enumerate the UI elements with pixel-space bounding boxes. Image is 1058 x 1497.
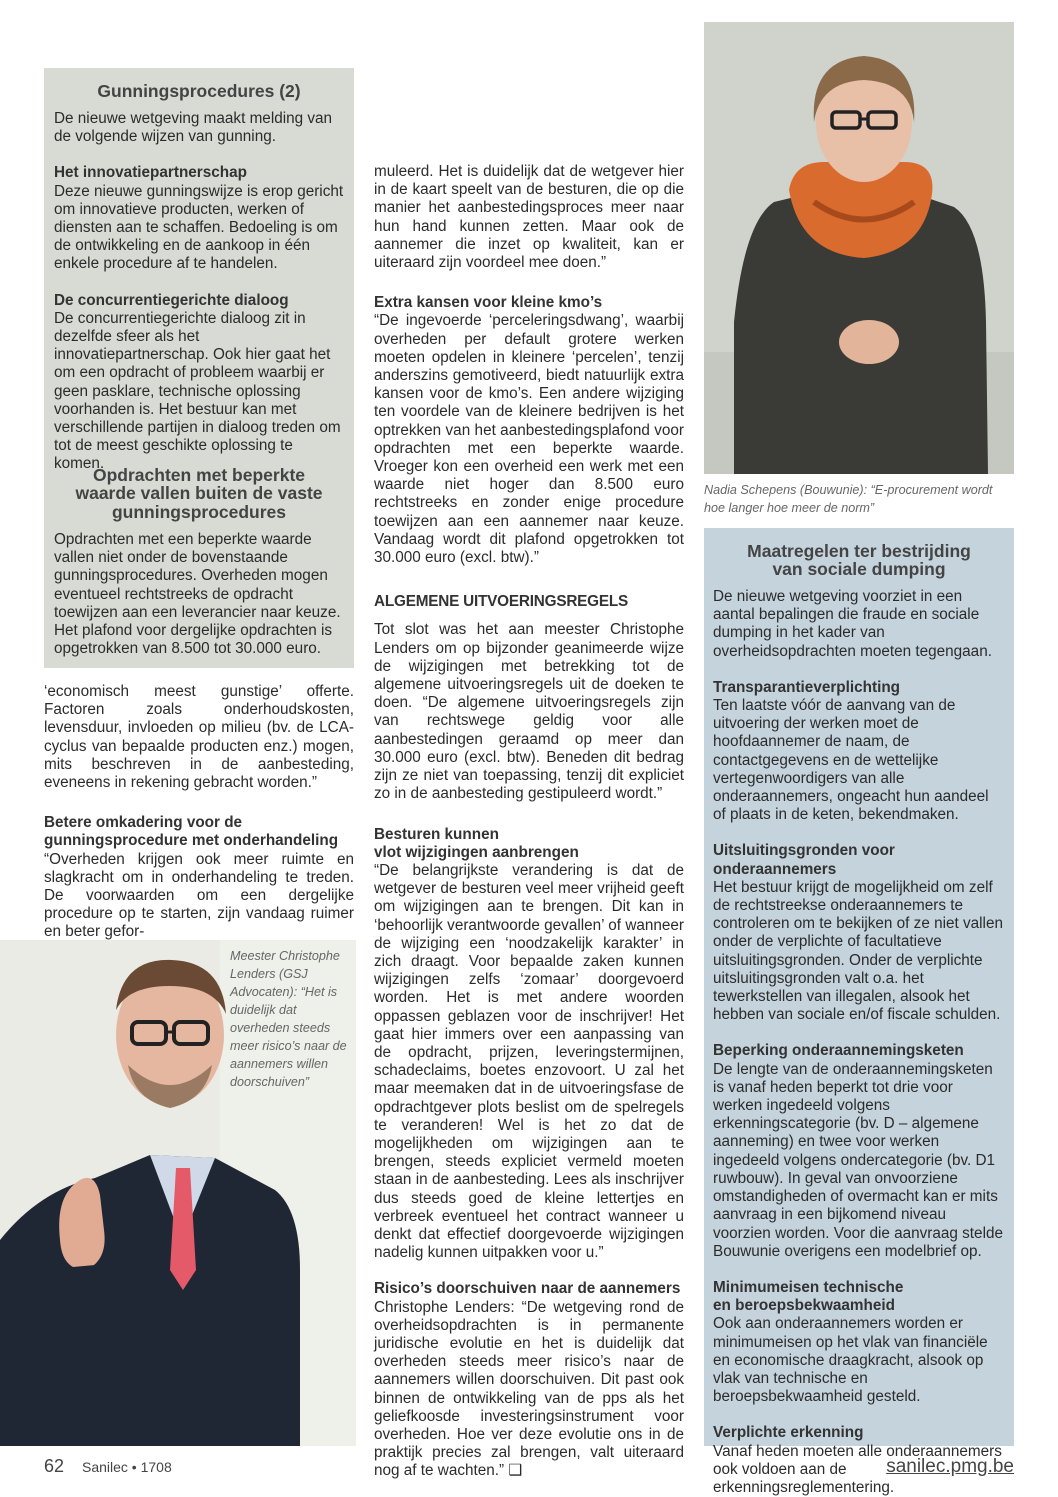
uitsluitingsgronden-heading: Uitsluitingsgronden voor onderaannemers xyxy=(713,842,895,878)
gunning-intro: De nieuwe wetgeving maakt melding van de volgende wijzen van gunning. xyxy=(54,110,333,146)
minimumeisen-heading-line1: Minimumeisen technische xyxy=(713,1278,904,1296)
col1-continued-text: ‘economisch meest gunstige’ offerte. Factoren zoals onderhoudskosten, levensduur, invloeden op milieu (bv. de LCA-cyclus van bepaalde producten enz.) mogen, mits beschreven in de aanbesteding, eveneens in rekening gebracht worden.” xyxy=(44,683,354,792)
sociale-dumping-title: Maatregelen ter bestrijding van sociale dumping xyxy=(747,541,971,580)
risicos-heading: Risico’s doorschuiven naar de aannemers xyxy=(374,1280,681,1298)
uitsluitingsgronden-text: Het bestuur krijgt de mogelijkheid om zelf de rechtstreekse onderaannemers te controleren om te bekijken of ze niet vallen onder de verplichte of facultatieve uitsluitingsgronden. Onder de verplichte uitsluitingsgronden valt o.a. het tewerkstellen van illegalen, alsook het hebben van sociale en/of fiscale schulden. xyxy=(713,878,1003,1024)
erkenning-heading: Verplichte erkenning xyxy=(713,1424,864,1442)
besturen-heading-line2: vlot wijzigingen aanbrengen xyxy=(374,843,579,861)
gunning-subhead-innovatie: Het innovatiepartnerschap xyxy=(54,164,247,182)
omkadering-text: “Overheden krijgen ook meer ruimte en slagkracht om in onderhandeling te treden. De voorwaarden om een dergelijke procedure op te starten, zijn vandaag ruimer en beter gefor- xyxy=(44,850,354,941)
besturen-heading-line1: Besturen kunnen xyxy=(374,825,499,843)
uitvoeringsregels-heading: ALGEMENE UITVOERINGSREGELS xyxy=(374,593,629,611)
onderaanneming-text: De lengte van de onderaannemingsketen is vanaf heden beperkt tot drie voor werken ingedeeld volgens erkenningscategorie (bv. D – algemene aanneming) en twee voor werken ingedeeld volgens ondercategorie (bv. D1 ruwbouw). In geval van onvoorziene omstandigheden of overmacht kan er mits aanvraag in een bijkomend niveau voorzien worden. Voor die aanvraag stelde Bouwunie overigens een modelbrief op. xyxy=(713,1060,1003,1260)
kmo-heading: Extra kansen voor kleine kmo’s xyxy=(374,294,603,312)
schepens-illustration xyxy=(704,22,1014,474)
website-link[interactable]: sanilec.pmg.be xyxy=(886,1456,1014,1477)
page-footer xyxy=(44,1456,1014,1482)
beperkte-waarde-text: Opdrachten met een beperkte waarde vallen niet onder de bovenstaande gunningsprocedures. Overheden mogen eventueel rechtstreeks de opdracht toewijzen aan een leverancier naar keuze. Het plafond voor dergelijke opdrachten is opgetrokken van 8.500 tot 30.000 euro. xyxy=(54,531,341,658)
photo-nadia-schepens xyxy=(704,22,1014,474)
gunning-box-title: Gunningsprocedures (2) xyxy=(97,81,301,101)
transparantie-text: Ten laatste vóór de aanvang van de uitvoering der werken moet de hoofdaannemer de naam, de contactgegevens en de wettelijke vertegenwoordigers van alle onderaannemers, ongeacht hun aandeel of plaats in de keten, bekendmaken. xyxy=(713,697,989,824)
magazine-issue: Sanilec • 1708 xyxy=(82,1459,172,1475)
gunning-sidebar-box xyxy=(44,68,354,668)
omkadering-heading-line1: Betere omkadering voor de xyxy=(44,814,243,832)
beperkte-waarde-title: Opdrachten met beperkte waarde vallen buiten de vaste gunningsprocedures xyxy=(75,465,323,522)
uitvoeringsregels-text: Tot slot was het aan meester Christophe Lenders om op bijzonder geanimeerde wijze de wijzigingen met betrekking tot de algemene uitvoeringsregels uit de doeken te doen. “De algemene uitvoeringsregels zijn van rechtswege geldig voor alle aanbestedingen geraamd op meer dan 30.000 euro (excl. btw). Beneden dit bedrag zijn ze niet van toepassing, tenzij dit expliciet zo in de aanbesteding gestipuleerd wordt.” xyxy=(374,621,684,803)
risicos-text-body: Christophe Lenders: “De wetgeving rond de overheidsopdrachten is in permanente juridische evolutie en het is duidelijk dat overheden steeds meer risico’s naar de aannemers willen doorschuiven. Dit past ook binnen de ontwikkeling van de pps als het geliefkoosde investeringsinstrument voor overheden. Hoe ver deze evolutie ons in de praktijk precies zal brengen, valt uiteraard nog af te wachten.” xyxy=(374,1298,684,1480)
page-number: 62 xyxy=(44,1456,65,1476)
gunning-dialoog-text: De concurrentiegerichte dialoog zit in dezelfde sfeer als het innovatiepartnerschap. Ook hier gaat het om een opdracht of probleem waarbij er geen pasklare, technische oplossing voorhanden is. Het bestuur kan met verschillende partijen in dialoog treden om tot de meest geschikte oplossing te komen. xyxy=(54,309,341,473)
end-of-article-mark: ❑ xyxy=(508,1462,523,1480)
gunning-innovatie-text: Deze nieuwe gunningswijze is erop gericht om innovatieve producten, werken of diensten aan te schaffen. Bedoeling is om de ontwikkeling en de aankoop in één enkele procedure af te handelen. xyxy=(54,182,344,273)
minimumeisen-heading-line2: en beroepsbekwaamheid xyxy=(713,1297,895,1315)
risicos-text xyxy=(374,1299,684,1481)
kmo-text: “De ingevoerde ‘perceleringsdwang’, waarbij overheden per default grotere werken moeten opdelen in kleinere ‘percelen’, tenzij anderszins gemotiveerd, biedt natuurlijk extra kansen voor de kmo’s. Een andere wijziging ten voordele van de kleinere bedrijven is het optrekken van het aanbestedingsplafond voor opdrachten met een beperkte waarde. Vroeger kon een overheid een werk met een waarde niet hoger dan 8.500 euro rechtstreeks en zonder enige procedure toewijzen aan een aannemer naar keuze. Vandaag wordt dit plafond opgetrokken tot 30.000 euro (excl. btw).” xyxy=(374,312,684,567)
onderaanneming-heading: Beperking onderaannemingsketen xyxy=(713,1042,964,1060)
minimumeisen-text: Ook aan onderaannemers worden er minimumeisen op het vlak van financiële en economische draagkracht, alsook op vlak van technische en beroepsbekwaamheid gesteld. xyxy=(713,1315,988,1406)
schepens-caption: Nadia Schepens (Bouwunie): “E-procurement wordt hoe langer hoe meer de norm” xyxy=(704,483,993,515)
lenders-caption: Meester Christophe Lenders (GSJ Advocaten): “Het is duidelijk dat overheden steeds meer risico’s naar de aannemers willen doorschuiven” xyxy=(230,949,347,1089)
gunning-subhead-dialoog: De concurrentiegerichte dialoog xyxy=(54,291,289,309)
erkenning-text: Vanaf heden moeten alle onderaannemers ook voldoen aan de erkenningsreglementering. xyxy=(713,1442,1002,1496)
besturen-text: “De belangrijkste verandering is dat de wetgever de besturen veel meer vrijheid geeft om wijzigingen aan te brengen. Dit kan in ‘behoorlijk verantwoorde gevallen’ of wanneer de wijziging een ‘noodzakelijk karakter’ in zich draagt. Voor bepaalde zaken kunnen wijzigingen zelfs ‘zomaar’ doorgevoerd worden. Het is met andere woorden oppassen geblazen voor de inschrijver! Het gaat hier immers over een aanpassing van de opdracht, prijzen, leveringstermijnen, schadeclaims, boetes enzovoort. U zal het maar meemaken dat in de uitvoeringsfase de opdrachtgever plots beslist om de spelregels te veranderen! Wel is het zo dat de mogelijkheden om wijzigingen aan te brengen, steeds expliciet vermeld moeten staan in de aanbesteding. Lees als inschrijver dus steeds goed de kleine lettertjes en verbreek eventueel het contract wanneer u denkt dat effectief doorgevoerde wijzigingen nadelig kunnen uitpakken voor u.” xyxy=(374,861,684,1262)
col2-continued-text: muleerd. Het is duidelijk dat de wetgever hier in de kaart speelt van de besturen, die op die manier het aanbestedingsproces meer naar hun hand kunnen zetten. Maar ook de aannemer die inzet op kwaliteit, kan er uiteraard zijn voordeel mee doen.” xyxy=(374,163,684,272)
dumping-intro: De nieuwe wetgeving voorziet in een aantal bepalingen die fraude en sociale dumping in het kader van overheidsopdrachten moeten tegengaan. xyxy=(713,588,992,660)
omkadering-heading-line2: gunningsprocedure met onderhandeling xyxy=(44,832,339,850)
transparantie-heading: Transparantieverplichting xyxy=(713,678,901,696)
